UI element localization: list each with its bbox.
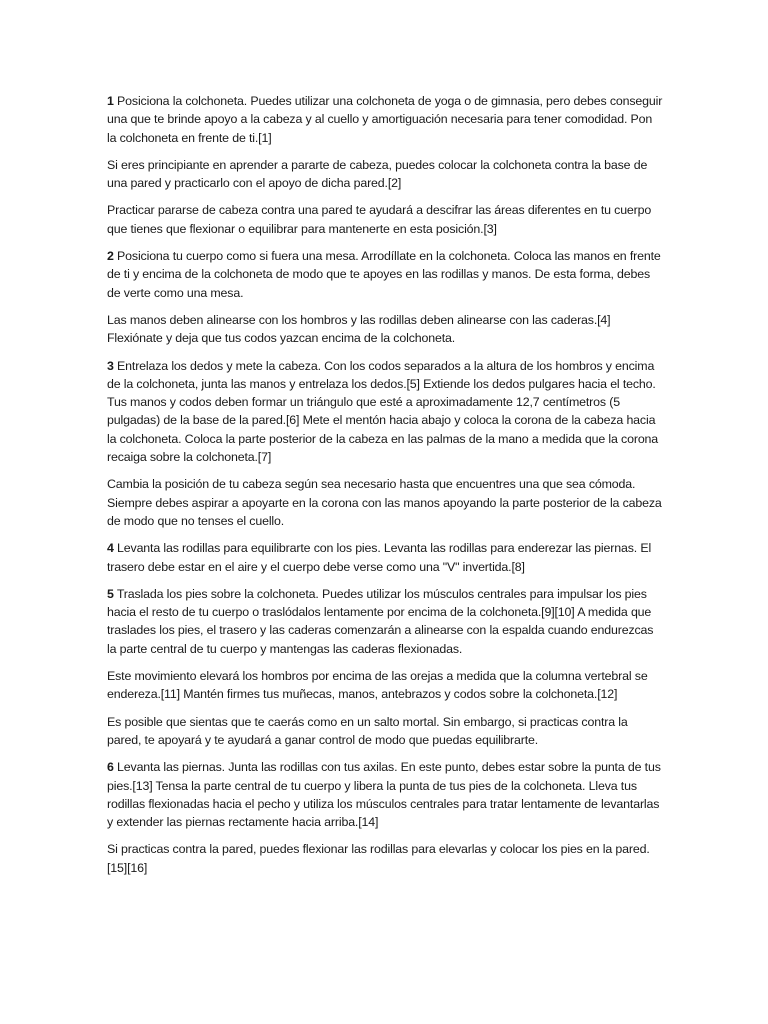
paragraph-step-6 xyxy=(107,758,663,831)
step-number: 3 xyxy=(107,358,114,373)
paragraph-step-3 xyxy=(107,357,663,467)
paragraph-note xyxy=(107,713,663,750)
step-number: 1 xyxy=(107,94,114,108)
paragraph-step-1 xyxy=(107,92,663,147)
paragraph-step-5 xyxy=(107,585,663,658)
paragraph-text: Practicar pararse de cabeza contra una pared te ayudará a descifrar las áreas diferentes en tu cuerpo que tienes que flexionar o equilibrar para mantenerte en esta posición.[3] xyxy=(107,203,652,236)
paragraph-note xyxy=(107,311,663,348)
step-number: 2 xyxy=(107,249,114,264)
paragraph-note xyxy=(107,156,663,193)
paragraph-text: Traslada los pies sobre la colchoneta. Puedes utilizar los músculos centrales para impulsar los pies hacia el resto de tu cuerpo o traslódalos lentamente por encima de la colchoneta.[9][10] A medida que traslades los pies, el trasero y las caderas comenzarán a alinearse con la espalda cuando endurezcas la parte central de tu cuerpo y mantengas las caderas flexionadas. xyxy=(107,586,654,656)
paragraph-text: Si eres principiante en aprender a pararte de cabeza, puedes colocar la colchoneta contra la base de una pared y practicarlo con el apoyo de dicha pared.[2] xyxy=(107,157,648,191)
paragraph-text: Las manos deben alinearse con los hombros y las rodillas deben alinearse con las caderas.[4] Flexiónate y deja que tus codos yazcan encima de la colchoneta. xyxy=(107,312,611,346)
paragraph-text: Entrelaza los dedos y mete la cabeza. Con los codos separados a la altura de los hombros y encima de la colchoneta, junta las manos y entrelaza los dedos.[5] Extiende los dedos pulgares hacia el techo. Tus manos y codos deben formar un triángulo que esté a aproximadamente 12,7 centímetros (5 pulgadas) de la base de la pared.[6] Mete el mentón hacia abajo y coloca la corona de la cabeza hacia la colchoneta. Coloca la parte posterior de la cabeza en las palmas de la mano a medida que la corona recaiga sobre la colchoneta.[7] xyxy=(107,358,659,465)
document-body xyxy=(107,92,663,886)
step-number: 5 xyxy=(107,586,114,601)
step-number: 6 xyxy=(107,760,114,775)
paragraph-text: Este movimiento elevará los hombros por encima de las orejas a medida que la columna vertebral se endereza.[11] Mantén firmes tus muñecas, manos, antebrazos y codos sobre la colchoneta.[12] xyxy=(107,669,648,702)
paragraph-text: Si practicas contra la pared, puedes flexionar las rodillas para elevarlas y colocar los pies en la pared.[15][16] xyxy=(107,842,650,875)
paragraph-text: Cambia la posición de tu cabeza según sea necesario hasta que encuentres una que sea cómoda. Siempre debes aspirar a apoyarte en la corona con las manos apoyando la parte posterior de la cabeza de modo que no tenses el cuello. xyxy=(107,477,662,528)
paragraph-note xyxy=(107,201,663,238)
paragraph-text: Posiciona tu cuerpo como si fuera una mesa. Arrodíllate en la colchoneta. Coloca las manos en frente de ti y encima de la colchoneta de modo que te apoyes en las rodillas y manos. De esta forma, debes de verte como una mesa. xyxy=(107,249,661,300)
paragraph-note xyxy=(107,667,663,704)
paragraph-step-4 xyxy=(107,539,663,576)
paragraph-step-2 xyxy=(107,247,663,302)
paragraph-text: Es posible que sientas que te caerás como en un salto mortal. Sin embargo, si practicas contra la pared, te apoyará y te ayudará a ganar control de modo que puedas equilibrarte. xyxy=(107,714,628,747)
paragraph-note xyxy=(107,475,663,530)
paragraph-text: Levanta las piernas. Junta las rodillas con tus axilas. En este punto, debes estar sobre la punta de tus pies.[13] Tensa la parte central de tu cuerpo y libera la punta de tus pies de la colchoneta. Lleva tus rodillas flexionadas hacia el pecho y utiliza los músculos centrales para tratar lentamente de levantarlas y extender las piernas rectamente hacia arriba.[14] xyxy=(107,760,661,830)
paragraph-text: Levanta las rodillas para equilibrarte con los pies. Levanta las rodillas para enderezar las piernas. El trasero debe estar en el aire y el cuerpo debe verse como una "V" invertida.[8] xyxy=(107,541,652,574)
paragraph-note xyxy=(107,840,663,877)
paragraph-text: Posiciona la colchoneta. Puedes utilizar una colchoneta de yoga o de gimnasia, pero debes conseguir una que te brinde apoyo a la cabeza y al cuello y amortiguación necesaria para tener comodidad. Pon la colchoneta en frente de ti.[1] xyxy=(107,94,663,145)
step-number: 4 xyxy=(107,541,114,556)
